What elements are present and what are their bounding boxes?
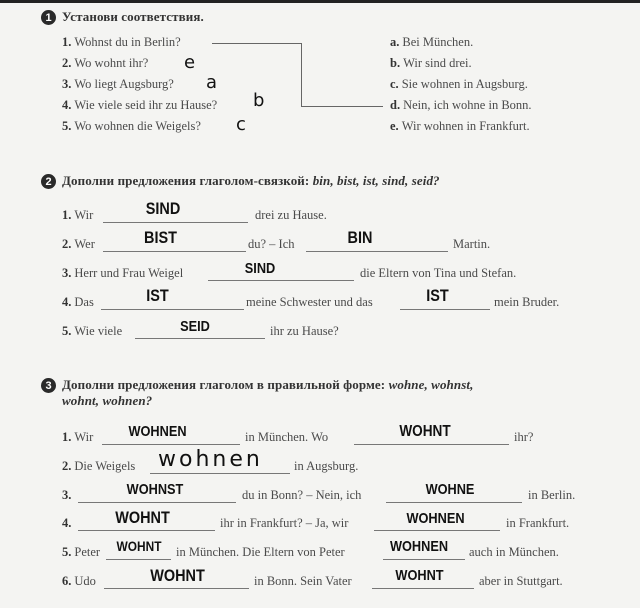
- handwritten-answer: a: [206, 72, 218, 93]
- line-text: aber in Stuttgart.: [479, 574, 563, 588]
- answer-text: WOHNT: [116, 538, 162, 554]
- match-line: [212, 43, 302, 44]
- line-number: 5.: [62, 545, 72, 559]
- line-number: 3.: [62, 266, 72, 280]
- line-text: du in Bonn? – Nein, ich: [242, 488, 362, 502]
- question-4: [62, 98, 217, 113]
- handwritten-answer: e: [184, 52, 196, 73]
- section-3-title-cont: [62, 393, 152, 409]
- line-text: Das: [74, 295, 94, 309]
- answer-blank: [78, 530, 215, 531]
- handwritten-answer: c: [236, 114, 246, 135]
- line-number: 4.: [62, 516, 72, 530]
- question-number: 3.: [62, 77, 72, 91]
- option-e: [390, 119, 530, 134]
- line-text: meine Schwester und das: [246, 295, 373, 309]
- title-words: wohnt, wohnen?: [62, 393, 153, 408]
- line-text: du? – Ich: [248, 237, 295, 251]
- option-text: Wir sind drei.: [403, 56, 472, 70]
- option-letter: b.: [390, 56, 401, 70]
- line-text: drei zu Hause.: [255, 208, 327, 222]
- question-3: [62, 77, 174, 92]
- answer-text: WOHNT: [150, 566, 205, 585]
- answer-blank: [400, 309, 490, 310]
- section-1-title: Установи соответствия.: [62, 9, 204, 24]
- question-text: Wo wohnen die Weigels?: [74, 119, 201, 133]
- option-text: Wir wohnen in Frankfurt.: [401, 119, 530, 133]
- answer-text: IST: [426, 286, 449, 305]
- line-text: Die Weigels: [74, 459, 136, 473]
- exercise-line: [62, 324, 122, 339]
- line-text: ihr in Frankfurt? – Ja, wir: [220, 516, 349, 530]
- answer-blank: [374, 530, 500, 531]
- title-words: wohne, wohnst,: [388, 377, 474, 392]
- line-text: Wer: [74, 237, 95, 251]
- answer-blank: [103, 222, 248, 223]
- question-text: Wo liegt Augsburg?: [74, 77, 174, 91]
- answer-text: WOHNEN: [406, 510, 465, 527]
- question-text: Wohnst du in Berlin?: [74, 35, 181, 49]
- answer-blank: [372, 588, 474, 589]
- answer-text: BIST: [144, 228, 177, 247]
- line-number: 1.: [62, 430, 72, 444]
- answer-text: WOHNT: [395, 567, 444, 584]
- title-text: Дополни предложения глаголом-связкой:: [62, 173, 310, 188]
- match-line: [301, 43, 302, 106]
- line-text: ihr?: [514, 430, 534, 444]
- answer-text: BIN: [347, 228, 373, 247]
- option-text: Sie wohnen in Augsburg.: [401, 77, 528, 91]
- answer-text: SEID: [180, 318, 210, 335]
- answer-text: WOHNT: [115, 508, 170, 527]
- question-1: [62, 35, 181, 50]
- section-3-number: 3: [41, 378, 56, 393]
- answer-text: SIND: [244, 260, 276, 277]
- question-2: [62, 56, 148, 71]
- match-line: [301, 106, 383, 107]
- exercise-line: [62, 295, 94, 310]
- option-c: [390, 77, 528, 92]
- answer-text: WOHNST: [126, 481, 184, 498]
- line-text: Martin.: [453, 237, 491, 251]
- option-text: Nein, ich wohne in Bonn.: [403, 98, 532, 112]
- line-number: 2.: [62, 237, 72, 251]
- question-number: 1.: [62, 35, 72, 49]
- handwritten-answer: wohnen: [158, 447, 263, 472]
- line-text: in Berlin.: [528, 488, 576, 502]
- exercise-line: [62, 430, 93, 445]
- answer-blank: [150, 473, 290, 474]
- line-text: Wir: [74, 208, 94, 222]
- question-number: 5.: [62, 119, 72, 133]
- line-number: 6.: [62, 574, 72, 588]
- line-text: ihr zu Hause?: [270, 324, 339, 338]
- handwritten-answer: b: [253, 90, 265, 111]
- line-text: in Bonn. Sein Vater: [254, 574, 352, 588]
- line-text: Wie viele: [74, 324, 123, 338]
- answer-blank: [101, 309, 244, 310]
- answer-blank: [106, 559, 171, 560]
- line-number: 5.: [62, 324, 72, 338]
- line-text: in Augsburg.: [294, 459, 359, 473]
- line-text: in München. Die Eltern von Peter: [176, 545, 345, 559]
- answer-blank: [78, 502, 236, 503]
- answer-blank: [383, 559, 465, 560]
- answer-blank: [104, 588, 249, 589]
- exercise-line: [62, 208, 93, 223]
- option-letter: c.: [390, 77, 399, 91]
- top-rule: [0, 0, 640, 3]
- answer-blank: [354, 444, 509, 445]
- answer-text: IST: [146, 286, 169, 305]
- line-text: Herr und Frau Weigel: [74, 266, 184, 280]
- line-number: 2.: [62, 459, 72, 473]
- answer-text: WOHNEN: [389, 538, 449, 555]
- line-text: mein Bruder.: [494, 295, 560, 309]
- title-text: Дополни предложения глаголом в правильной форме:: [62, 377, 386, 392]
- option-b: [390, 56, 472, 71]
- line-text: in Frankfurt.: [506, 516, 570, 530]
- exercise-line: [62, 516, 74, 531]
- section-2-number: 2: [41, 174, 56, 189]
- answer-text: WOHNE: [425, 481, 475, 498]
- option-d: [390, 98, 532, 113]
- line-text: Peter: [74, 545, 101, 559]
- title-words: bin, bist, ist, sind, seid?: [312, 173, 440, 188]
- line-text: in München. Wo: [245, 430, 329, 444]
- answer-text: WOHNEN: [128, 423, 187, 440]
- line-text: Udo: [74, 574, 96, 588]
- section-3-title: [62, 377, 473, 393]
- question-5: [62, 119, 201, 134]
- question-text: Wie viele seid ihr zu Hause?: [74, 98, 218, 112]
- line-text: die Eltern von Tina und Stefan.: [360, 266, 517, 280]
- line-number: 4.: [62, 295, 72, 309]
- exercise-line: [62, 488, 74, 503]
- answer-blank: [135, 338, 265, 339]
- exercise-line: [62, 545, 100, 560]
- exercise-line: [62, 574, 96, 589]
- line-number: 3.: [62, 488, 72, 502]
- exercise-line: [62, 237, 95, 252]
- question-number: 2.: [62, 56, 72, 70]
- question-text: Wo wohnt ihr?: [74, 56, 149, 70]
- line-text: Wir: [74, 430, 94, 444]
- option-letter: e.: [390, 119, 399, 133]
- exercise-line: [62, 459, 135, 474]
- answer-blank: [102, 444, 240, 445]
- section-2-title: [62, 173, 440, 189]
- answer-blank: [306, 251, 448, 252]
- line-text: auch in München.: [469, 545, 559, 559]
- option-a: [390, 35, 473, 50]
- option-letter: a.: [390, 35, 400, 49]
- exercise-line: [62, 266, 183, 281]
- answer-blank: [103, 251, 246, 252]
- answer-text: SIND: [145, 199, 181, 218]
- answer-text: WOHNT: [399, 423, 451, 440]
- section-1-number: 1: [41, 10, 56, 25]
- question-number: 4.: [62, 98, 72, 112]
- option-text: Bei München.: [402, 35, 474, 49]
- answer-blank: [208, 280, 354, 281]
- answer-blank: [386, 502, 522, 503]
- option-letter: d.: [390, 98, 401, 112]
- line-number: 1.: [62, 208, 72, 222]
